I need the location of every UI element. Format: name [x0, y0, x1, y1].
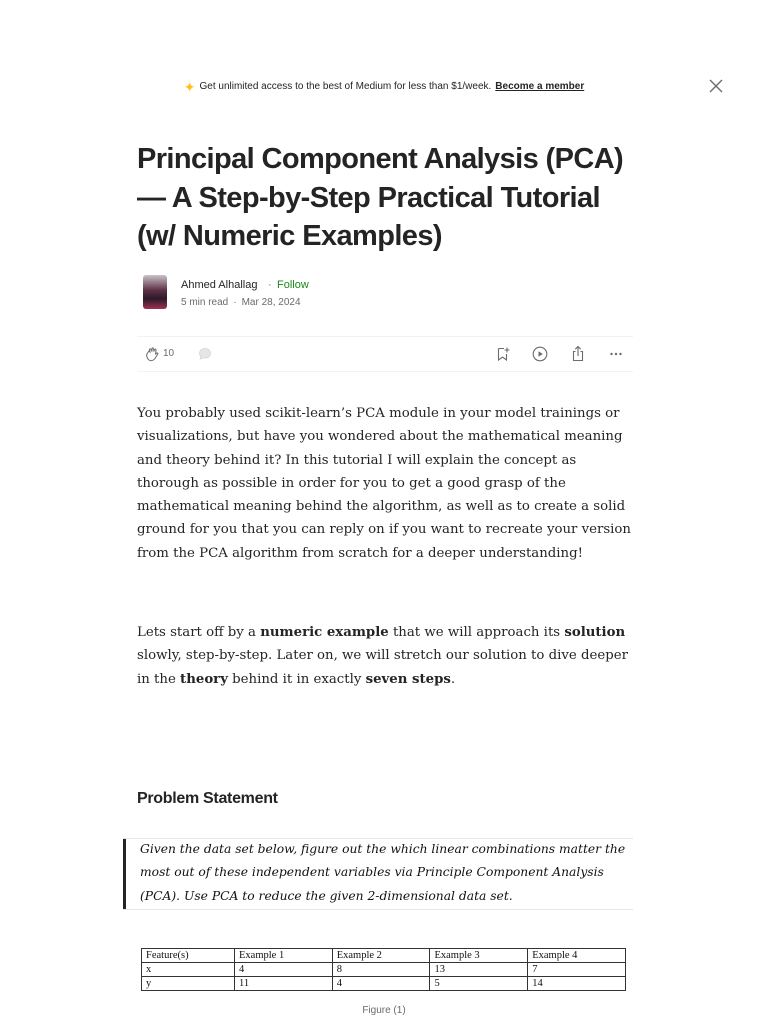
- share-icon: [570, 345, 586, 362]
- table-row: [142, 963, 626, 977]
- problem-statement-figure: [123, 838, 633, 910]
- play-circle-icon: [532, 346, 548, 362]
- paragraph-text: .: [450, 671, 456, 687]
- bookmark-add-icon: [495, 346, 511, 362]
- read-time: 5 min read: [181, 297, 229, 308]
- avatar[interactable]: [143, 275, 167, 309]
- listen-button[interactable]: [532, 346, 548, 362]
- paragraph-bold-text: theory: [180, 671, 228, 687]
- table-header-cell: Feature(s): [142, 949, 235, 963]
- table-header-cell: Example 2: [332, 949, 430, 963]
- table-cell: y: [142, 977, 235, 991]
- paragraph-text: Lets start off by a: [137, 625, 261, 640]
- close-banner-button[interactable]: [706, 76, 726, 96]
- data-table: [141, 948, 626, 991]
- close-icon: [706, 76, 726, 96]
- clap-count: 10: [163, 348, 175, 359]
- paragraph-bold-text: numeric example: [260, 625, 389, 640]
- separator-dot: ·: [233, 297, 237, 308]
- table-cell: 11: [235, 977, 333, 991]
- table-cell: 7: [528, 963, 626, 977]
- paragraph-text: that we will approach its: [388, 625, 565, 640]
- table-header-row: [142, 949, 626, 963]
- become-member-link[interactable]: Become a member: [495, 81, 585, 92]
- comment-icon: [198, 347, 212, 361]
- more-horizontal-icon: [608, 346, 624, 362]
- table-cell: 4: [332, 977, 430, 991]
- membership-banner: [0, 78, 768, 96]
- bookmark-button[interactable]: [495, 346, 511, 362]
- author-name[interactable]: Ahmed Alhallag: [181, 279, 258, 291]
- sparkle-icon: ✦: [183, 79, 196, 95]
- table-cell: 5: [430, 977, 528, 991]
- article-title: Principal Component Analysis (PCA) — A Step-by-Step Practical Tutorial (w/ Numeric Examples): [137, 143, 624, 252]
- paragraph-text: behind it in exactly: [227, 671, 366, 687]
- table-header-cell: Example 3: [430, 949, 528, 963]
- clap-button[interactable]: [144, 346, 160, 362]
- intro-paragraph: You probably used scikit-learn’s PCA module in your model trainings or visualizations, but have you wondered about the mathematical meaning and theory behind it? In this tutorial I will explain the concept as thorough as possible in order for you to get a good grasp of the mathematical meaning behind the algorithm, as well as to create a solid ground for you that you can reply on if you want to recreate your version from the PCA algorithm from scratch for a deeper understanding!: [137, 406, 631, 561]
- quote-bar: [123, 839, 126, 909]
- paragraph-bold-text: solution: [564, 625, 626, 640]
- comment-button[interactable]: [198, 347, 212, 361]
- table-cell: 8: [332, 963, 430, 977]
- more-options-button[interactable]: [608, 346, 624, 362]
- separator-dot: ·: [268, 279, 272, 291]
- table-cell: 13: [430, 963, 528, 977]
- follow-button[interactable]: Follow: [277, 279, 309, 291]
- table-cell: 14: [528, 977, 626, 991]
- action-bar: [137, 336, 633, 372]
- section-heading: Problem Statement: [137, 790, 278, 807]
- problem-text: Given the data set below, figure out the which linear combinations matter the most out of these independent variables via Principle Component Analysis (PCA). Use PCA to reduce the given 2-dimensional data set.: [140, 842, 626, 903]
- author-row: [137, 275, 537, 315]
- paragraph-text: slowly, step-by-step. Later on, we will stretch our solution to dive deeper in the: [137, 648, 628, 687]
- table-header-cell: Example 4: [528, 949, 626, 963]
- publish-date: Mar 28, 2024: [241, 297, 301, 308]
- table-row: [142, 977, 626, 991]
- second-paragraph: [137, 621, 637, 691]
- clap-icon: [144, 346, 160, 362]
- table-cell: 4: [235, 963, 333, 977]
- table-header-cell: Example 1: [235, 949, 333, 963]
- banner-message: Get unlimited access to the best of Medium for less than $1/week.: [199, 81, 492, 92]
- figure-caption: Figure (1): [362, 1005, 406, 1016]
- share-button[interactable]: [570, 345, 586, 362]
- paragraph-bold-text: seven steps: [365, 671, 451, 687]
- table-cell: x: [142, 963, 235, 977]
- article-meta: [181, 297, 301, 308]
